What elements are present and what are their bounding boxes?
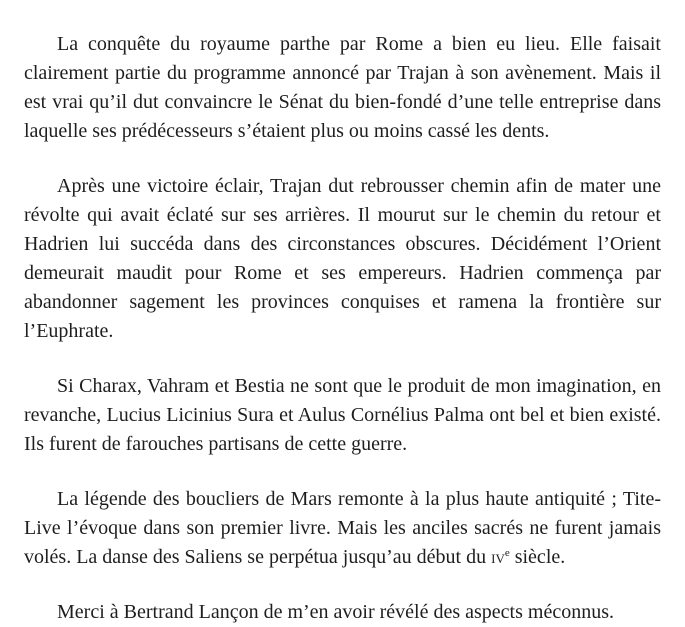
paragraph-acknowledgement: Merci à Bertrand Lançon de m’en avoir révélé des aspects méconnus. (57, 601, 614, 623)
paragraph-parthian-conquest: La conquête du royaume parthe par Rome a bien eu lieu. Elle faisait clairement partie du programme annoncé par Trajan à son avènement. Mais il est vrai qu’il dut convaincre le Sénat du bien-fondé d’une telle entreprise dans laquelle ses prédécesseurs s’étaient plus ou moins cassé les dents. (24, 33, 661, 142)
paragraph-shields-tail: siècle. (509, 546, 566, 568)
paragraph-shields-text: La légende des boucliers de Mars remonte à la plus haute antiquité ; Tite-Live l’évoque dans son premier livre. Mais les anciles sacrés ne furent jamais volés. La danse des Saliens se perpétua jusqu’au début du (24, 488, 661, 568)
paragraph-characters: Si Charax, Vahram et Bestia ne sont que le produit de mon imagination, en revanche, Lucius Licinius Sura et Aulus Cornélius Palma ont bel et bien existé. Ils furent de farouches partisans de cette guerre. (24, 375, 661, 455)
paragraph-trajan-retreat: Après une victoire éclair, Trajan dut rebrousser chemin afin de mater une révolte qui avait éclaté sur ses arrières. Il mourut sur le chemin du retour et Hadrien lui succéda dans des circonstances obscures. Décidément l’Orient demeurait maudit pour Rome et ses empereurs. Hadrien commença par abandonner sagement les provinces conquises et ramena la frontière sur l’Euphrate. (24, 175, 661, 342)
century-suffix: e (504, 547, 510, 559)
century-numeral: iv (491, 547, 505, 567)
paragraph-shields-of-mars (24, 485, 661, 572)
